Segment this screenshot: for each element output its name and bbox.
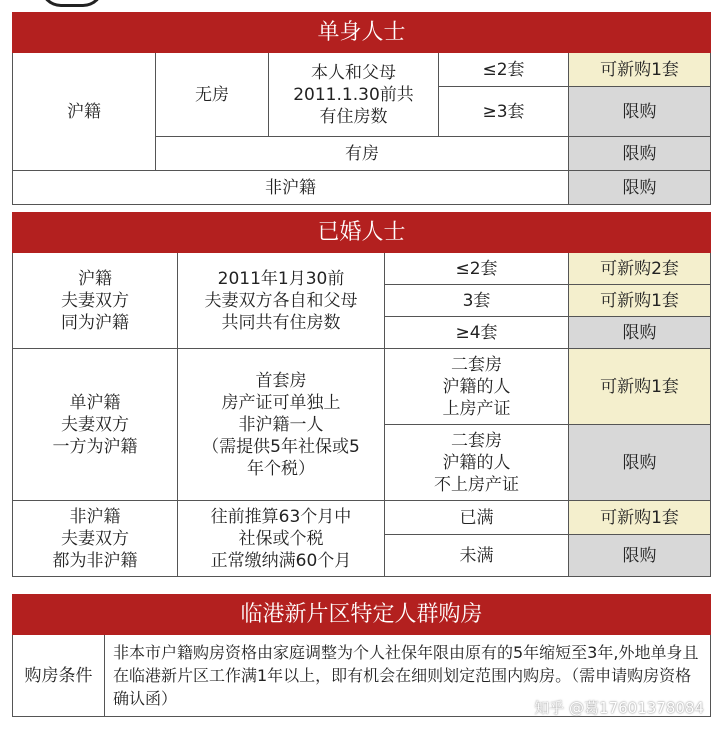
result-cell: 可新购2套 bbox=[569, 253, 711, 285]
single-table bbox=[12, 12, 711, 205]
who-label: 非沪籍 夫妻双方 都为非沪籍 bbox=[13, 501, 178, 577]
condition-label: 往前推算63个月中 社保或个税 正常缴纳满60个月 bbox=[178, 501, 385, 577]
condition-label: 本人和父母 2011.1.30前共 有住房数 bbox=[269, 53, 439, 137]
count-label: ≤2套 bbox=[439, 53, 569, 87]
result-cell: 限购 bbox=[569, 317, 711, 349]
result-cell: 限购 bbox=[569, 425, 711, 501]
result-cell: 可新购1套 bbox=[569, 53, 711, 87]
hukou-label: 沪籍 bbox=[13, 53, 156, 171]
count-label: ≤2套 bbox=[385, 253, 569, 285]
count-label: ≥3套 bbox=[439, 87, 569, 137]
condition-label: 购房条件 bbox=[13, 635, 105, 717]
result-cell: 限购 bbox=[569, 171, 711, 205]
logo-fragment bbox=[40, 0, 104, 7]
result-cell: 可新购1套 bbox=[569, 501, 711, 535]
count-label: 3套 bbox=[385, 285, 569, 317]
section-title: 已婚人士 bbox=[13, 213, 711, 253]
non-hukou-label: 非沪籍 bbox=[13, 171, 569, 205]
second-house-label: 二套房 沪籍的人 上房产证 bbox=[385, 349, 569, 425]
result-cell: 限购 bbox=[569, 137, 711, 171]
condition-label: 2011年1月30前 夫妻双方各自和父母 共同共有住房数 bbox=[178, 253, 385, 349]
result-cell: 限购 bbox=[569, 87, 711, 137]
watermark: 知乎 @葛17601378084 bbox=[534, 699, 704, 717]
result-cell: 可新购1套 bbox=[569, 349, 711, 425]
has-house-label: 有房 bbox=[156, 137, 569, 171]
who-label: 单沪籍 夫妻双方 一方为沪籍 bbox=[13, 349, 178, 501]
result-cell: 限购 bbox=[569, 535, 711, 577]
status-label: 已满 bbox=[385, 501, 569, 535]
section-title: 临港新片区特定人群购房 bbox=[13, 595, 711, 635]
second-house-label: 二套房 沪籍的人 不上房产证 bbox=[385, 425, 569, 501]
condition-text: 非本市户籍购房资格由家庭调整为个人社保年限由原有的5年缩短至3年,外地单身且在临港新片区工作满1年以上，即有机会在细则划定范围内购房。（需申请购房资格确认函） bbox=[105, 635, 711, 717]
section-title: 单身人士 bbox=[13, 13, 711, 53]
who-label: 沪籍 夫妻双方 同为沪籍 bbox=[13, 253, 178, 349]
no-house-label: 无房 bbox=[156, 53, 269, 137]
status-label: 未满 bbox=[385, 535, 569, 577]
count-label: ≥4套 bbox=[385, 317, 569, 349]
result-cell: 可新购1套 bbox=[569, 285, 711, 317]
condition-label: 首套房 房产证可单独上 非沪籍一人 （需提供5年社保或5 年个税） bbox=[178, 349, 385, 501]
married-table bbox=[12, 212, 711, 577]
